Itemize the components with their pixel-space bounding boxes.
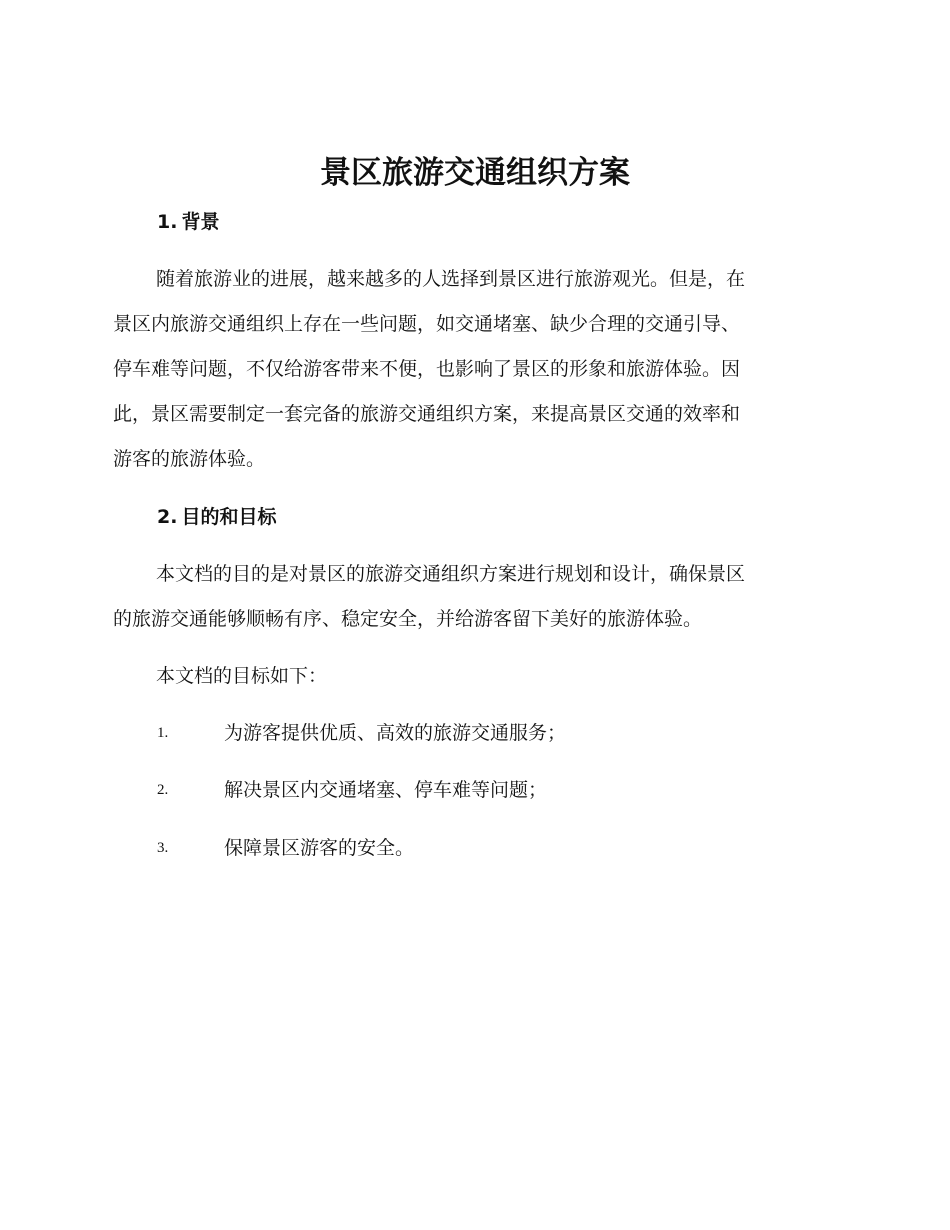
section-number: 2. bbox=[157, 506, 178, 528]
document-title: 景区旅游交通组织方案 bbox=[320, 155, 630, 191]
section-number: 1. bbox=[157, 211, 178, 233]
list-intro: 本文档的目标如下： bbox=[156, 665, 328, 687]
list-item bbox=[157, 833, 837, 863]
paragraph-line: 的旅游交通能够顺畅有序、稳定安全，并给游客留下美好的旅游体验。 bbox=[113, 608, 703, 630]
list-text: 为游客提供优质、高效的旅游交通服务； bbox=[224, 722, 567, 744]
list-text: 保障景区游客的安全。 bbox=[224, 837, 415, 859]
list-text: 解决景区内交通堵塞、停车难等问题； bbox=[224, 779, 548, 801]
list-item bbox=[157, 718, 837, 748]
paragraph-line: 随着旅游业的进展，越来越多的人选择到景区进行旅游观光。但是，在 bbox=[156, 268, 746, 290]
paragraph-line: 游客的旅游体验。 bbox=[113, 448, 266, 470]
list-number: 1. bbox=[157, 725, 169, 741]
section-heading-background bbox=[157, 208, 219, 236]
paragraph-line: 本文档的目的是对景区的旅游交通组织方案进行规划和设计，确保景区 bbox=[156, 563, 746, 585]
paragraph-line: 此，景区需要制定一套完备的旅游交通组织方案，来提高景区交通的效率和 bbox=[113, 403, 741, 425]
section-title: 背景 bbox=[181, 211, 220, 233]
list-item bbox=[157, 775, 837, 805]
list-number: 3. bbox=[157, 840, 169, 856]
section-title: 目的和目标 bbox=[181, 506, 277, 528]
paragraph-line: 停车难等问题，不仅给游客带来不便，也影响了景区的形象和旅游体验。因 bbox=[113, 358, 741, 380]
list-number: 2. bbox=[157, 782, 169, 798]
paragraph-line: 景区内旅游交通组织上存在一些问题，如交通堵塞、缺少合理的交通引导、 bbox=[113, 313, 741, 335]
section-heading-purpose bbox=[157, 503, 276, 531]
